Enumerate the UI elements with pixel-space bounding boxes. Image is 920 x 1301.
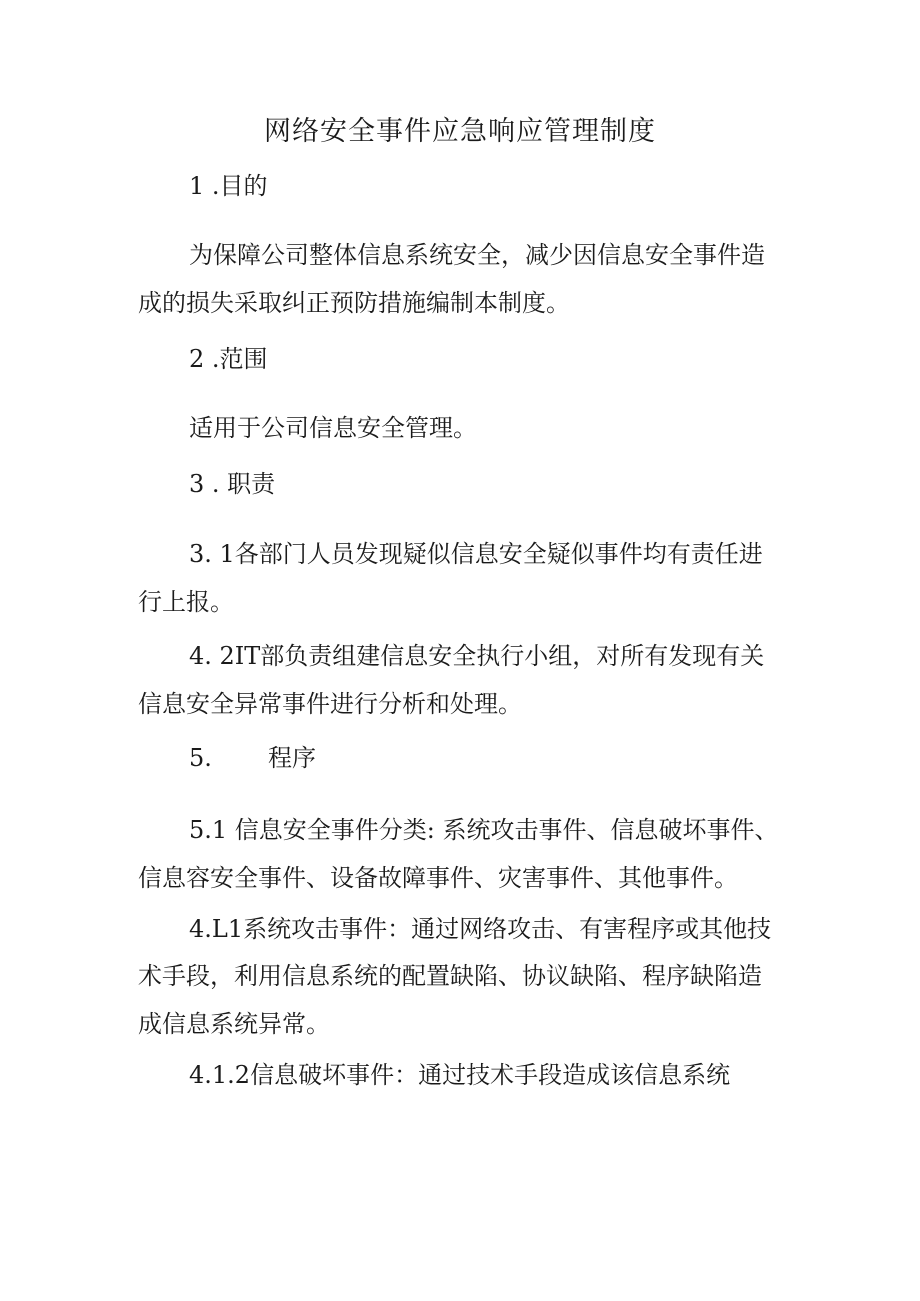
paragraph-line: 适用于公司信息安全管理。	[189, 414, 477, 442]
paragraph-line: 行上报。	[138, 588, 234, 616]
section-heading-procedure: 程序	[268, 744, 316, 772]
paragraph-line: 4.1.2信息破坏事件：通过技术手段造成该信息系统	[189, 1061, 731, 1089]
section-heading-procedure-number: 5.	[189, 744, 212, 772]
section-heading-responsibility: 3 . 职责	[189, 470, 276, 498]
paragraph-line: 4. 2IT部负责组建信息安全执行小组，对所有发现有关	[189, 642, 765, 670]
paragraph-line: 信息安全异常事件进行分析和处理。	[138, 690, 522, 718]
paragraph-line: 成信息系统异常。	[138, 1010, 330, 1038]
paragraph-line: 为保障公司整体信息系统安全，减少因信息安全事件造	[189, 241, 765, 269]
paragraph-line: 3. 1各部门人员发现疑似信息安全疑似事件均有责任进	[189, 540, 763, 568]
paragraph-line: 4.L1系统攻击事件：通过网络攻击、有害程序或其他技	[189, 915, 772, 943]
paragraph-line: 5.1 信息安全事件分类: 系统攻击事件、信息破坏事件、	[189, 816, 779, 844]
paragraph-line: 术手段，利用信息系统的配置缺陷、协议缺陷、程序缺陷造	[138, 962, 762, 990]
section-heading-purpose: 1 .目的	[189, 172, 268, 200]
paragraph-line: 信息容安全事件、设备故障事件、灾害事件、其他事件。	[138, 864, 738, 892]
section-heading-scope: 2 .范围	[189, 345, 268, 373]
paragraph-line: 成的损失采取纠正预防措施编制本制度。	[138, 289, 570, 317]
document-title: 网络安全事件应急响应管理制度	[264, 116, 656, 147]
